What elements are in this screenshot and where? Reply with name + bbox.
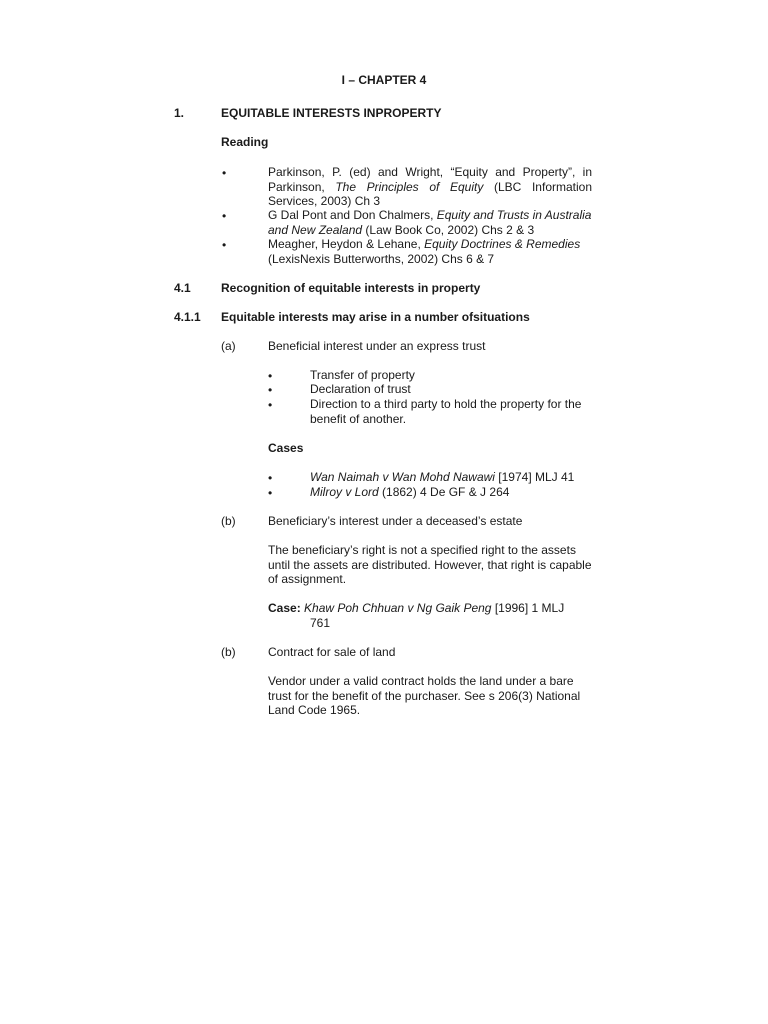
item-paragraph: The beneficiary’s right is not a specified right to the assets until the assets are distributed. However, that right is capable of assignment. — [268, 543, 592, 586]
list-item: Declaration of trust — [310, 382, 411, 396]
bullet: • — [268, 398, 273, 412]
section-heading: Recognition of equitable interests in property — [221, 281, 481, 295]
bullet: • — [222, 238, 227, 252]
reading-item: Meagher, Heydon & Lehane, Equity Doctrines & Remedies (LexisNexis Butterworths, 2002) Chs 6 & 7 — [268, 237, 581, 266]
reading-item: G Dal Pont and Don Chalmers, Equity and Trusts in Australia and New Zealand (Law Book Co, 2002) Chs 2 & 3 — [268, 208, 592, 237]
item-label: (a) — [221, 339, 236, 353]
section-heading: EQUITABLE INTERESTS INPROPERTY — [221, 106, 442, 120]
case-line-cont: 761 — [310, 616, 331, 630]
reading-item: Parkinson, P. (ed) and Wright, “Equity and Property”, in Parkinson, The Principles of Equity (LBC Information Services, 2003) Ch 3 — [268, 165, 593, 208]
bullet: • — [222, 166, 227, 180]
list-item: Transfer of property — [310, 368, 415, 382]
case-item: Milroy v Lord (1862) 4 De GF & J 264 — [310, 485, 510, 499]
item-text: Beneficial interest under an express trust — [268, 339, 486, 353]
bullet: • — [268, 486, 273, 500]
item-paragraph: Vendor under a valid contract holds the land under a bare trust for the benefit of the purchaser. See s 206(3) National Land Code 1965. — [268, 674, 581, 717]
bullet: • — [222, 209, 227, 223]
cases-heading: Cases — [268, 441, 304, 455]
section-heading: Equitable interests may arise in a number ofsituations — [221, 310, 530, 324]
list-item: Direction to a third party to hold the property for the benefit of another. — [310, 397, 582, 426]
section-number: 4.1.1 — [174, 310, 201, 324]
item-label: (b) — [221, 514, 236, 528]
item-label: (b) — [221, 645, 236, 659]
case-line: Case: Khaw Poh Chhuan v Ng Gaik Peng [1996] 1 MLJ — [268, 601, 565, 615]
bullet: • — [268, 383, 273, 397]
section-number: 1. — [174, 106, 185, 120]
item-text: Contract for sale of land — [268, 645, 396, 659]
bullet: • — [268, 369, 273, 383]
reading-heading: Reading — [221, 135, 269, 149]
case-item: Wan Naimah v Wan Mohd Nawawi [1974] MLJ 41 — [310, 470, 575, 484]
section-number: 4.1 — [174, 281, 191, 295]
chapter-title: I – CHAPTER 4 — [341, 73, 427, 87]
item-text: Beneficiary’s interest under a deceased’s estate — [268, 514, 523, 528]
bullet: • — [268, 471, 273, 485]
